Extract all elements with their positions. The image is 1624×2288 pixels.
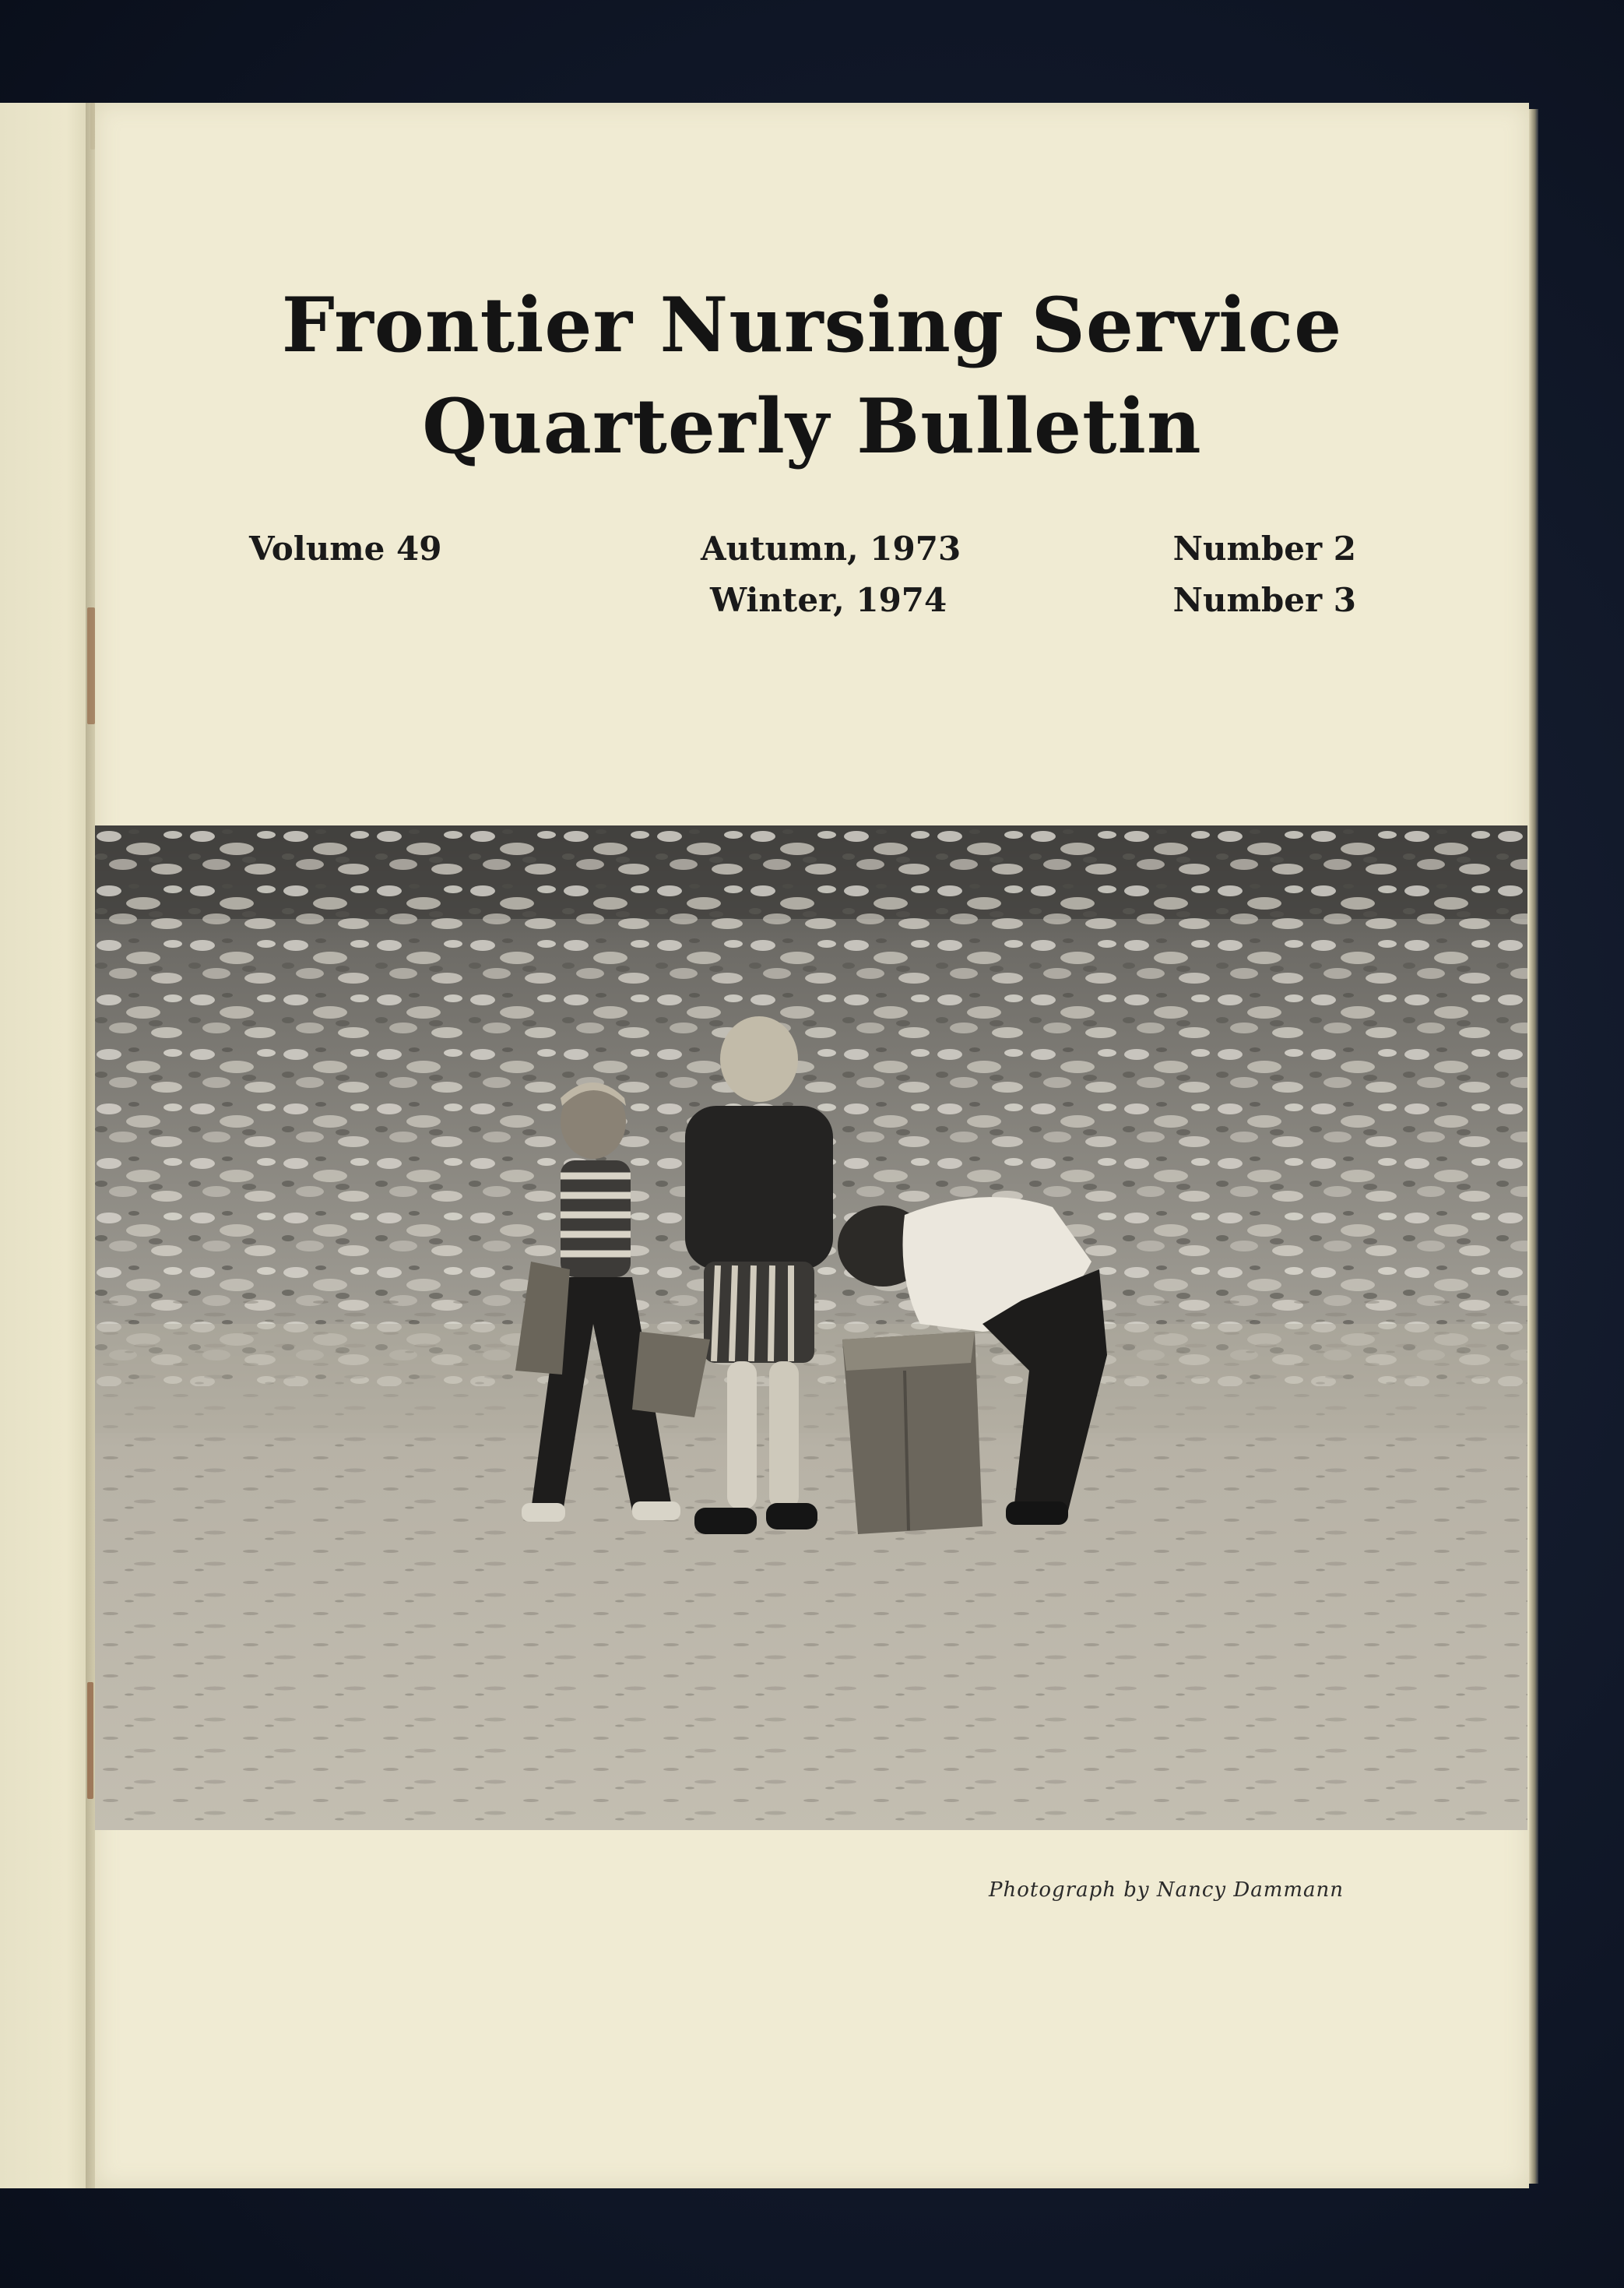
issue-number-second: Number 3: [1172, 581, 1356, 619]
children-on-riverbank-photo: [95, 825, 1527, 1830]
photo-credit-caption: Photograph by Nancy Dammann: [989, 1878, 1344, 1902]
inside-cover-edge: [0, 103, 95, 2188]
child-white-shirt: [838, 1197, 1107, 1534]
masthead-title: Frontier Nursing Service: [281, 281, 1343, 369]
issue-number-first: Number 2: [1172, 530, 1356, 568]
page-edge: [1529, 109, 1538, 2184]
issue-season-autumn: Autumn, 1973: [701, 530, 961, 568]
issue-season-winter: Winter, 1974: [710, 581, 947, 619]
binding-tear: [87, 607, 95, 724]
masthead-subtitle: Quarterly Bulletin: [422, 382, 1202, 470]
cover-photograph: [95, 825, 1527, 1830]
volume-label: Volume 49: [249, 530, 442, 568]
binding-tear: [87, 1682, 93, 1799]
